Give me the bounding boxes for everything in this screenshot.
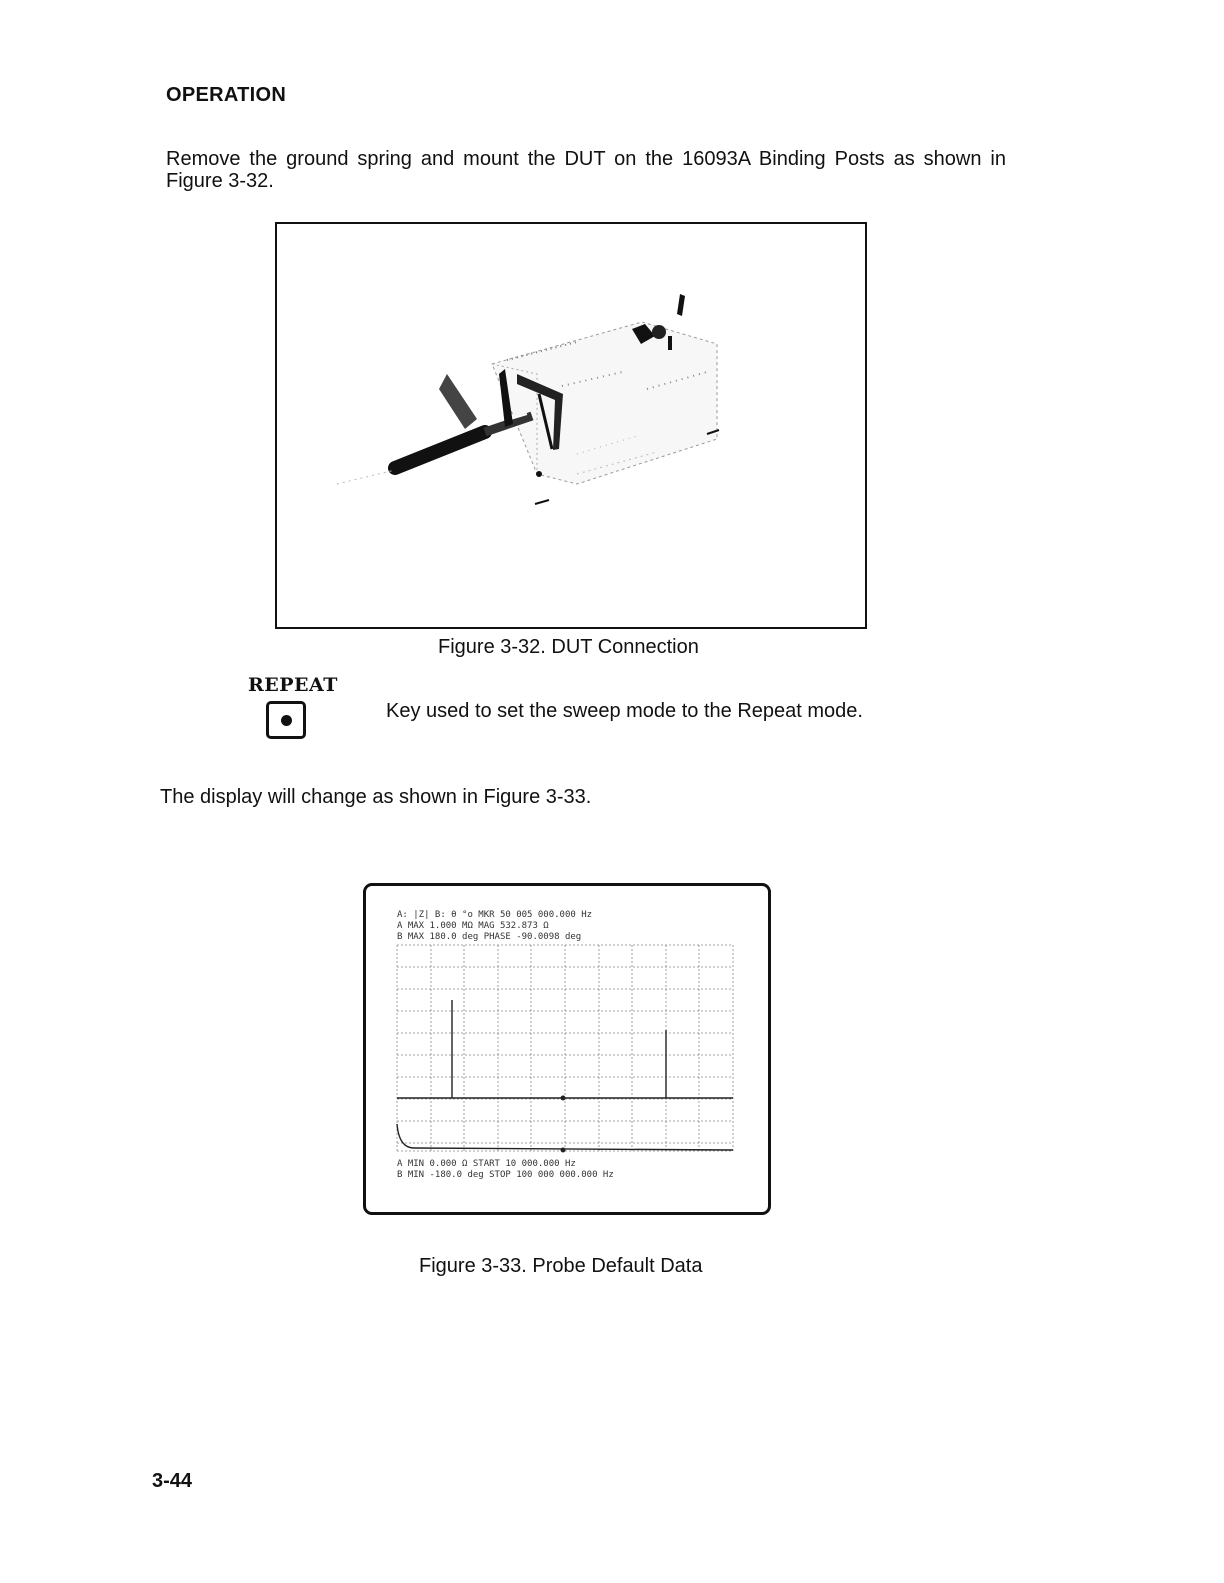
display-header-line-2: A MAX 1.000 MΩ MAG 532.873 Ω	[397, 921, 549, 931]
figure-3-32-caption: Figure 3-32. DUT Connection	[438, 636, 699, 658]
page-number: 3-44	[152, 1470, 193, 1492]
figure-dut-connection-photo	[275, 222, 867, 629]
intro-paragraph: Remove the ground spring and mount the DUT on the 16093A Binding Posts as shown in Figure 3-32.	[166, 148, 1006, 192]
key-dot-icon	[281, 715, 292, 726]
display-header-line-1: A: |Z| B: θ °o MKR 50 005 000.000 Hz	[397, 910, 593, 920]
display-graticule	[397, 945, 733, 1151]
repeat-key-description: Key used to set the sweep mode to the Repeat mode.	[386, 700, 863, 722]
display-change-paragraph: The display will change as shown in Figure 3-33.	[160, 786, 592, 808]
display-footer-line-2: B MIN -180.0 deg STOP 100 000 000.000 Hz	[397, 1170, 614, 1180]
probe-fixture-illustration	[337, 294, 719, 504]
repeat-key-label: REPEAT	[248, 674, 338, 696]
display-footer-line-1: A MIN 0.000 Ω START 10 000.000 Hz	[397, 1159, 576, 1169]
figure-3-33-caption: Figure 3-33. Probe Default Data	[419, 1255, 703, 1277]
display-header-line-3: B MAX 180.0 deg PHASE -90.0098 deg	[397, 932, 582, 942]
repeat-key-icon	[266, 701, 306, 739]
section-heading: OPERATION	[166, 84, 287, 106]
figure-probe-default-display	[363, 883, 771, 1215]
